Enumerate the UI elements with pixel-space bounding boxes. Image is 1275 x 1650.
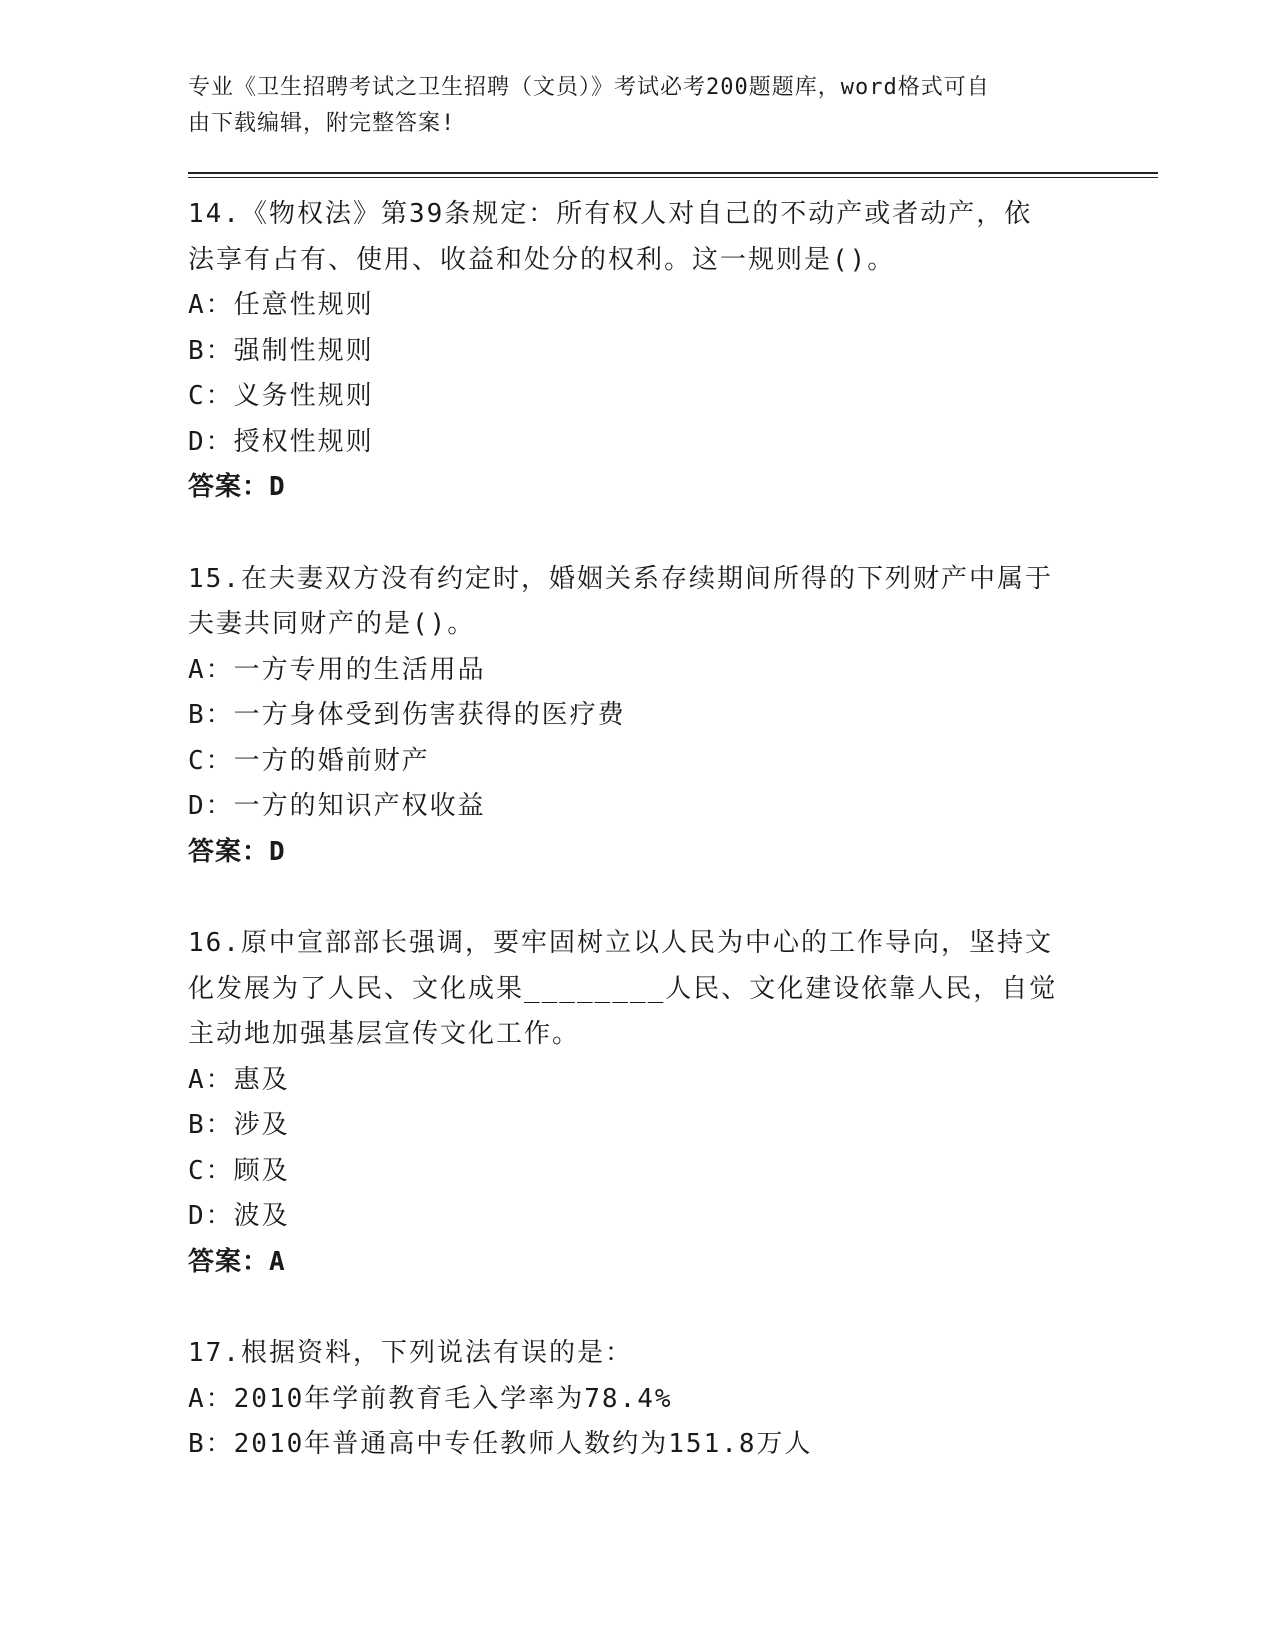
document-page [188,70,1158,1468]
question-text-line: 主动地加强基层宣传文化工作。 [188,1019,581,1049]
question-text-line: 17.根据资料，下列说法有误的是： [188,1338,633,1368]
question-text-line: 化发展为了人民、文化成果________人民、文化建设依靠人民，自觉 [188,973,1058,1004]
answer-line: 答案：D [188,472,286,502]
question-text-line: 15.在夫妻双方没有约定时，婚姻关系存续期间所得的下列财产中属于 [188,563,1053,594]
header-line-1: 专业《卫生招聘考试之卫生招聘（文员）》考试必考200题题库，word格式可自 [188,75,990,100]
option-a: A：任意性规则 [188,290,374,320]
option-d: D：波及 [188,1201,290,1231]
question-17 [188,1331,1158,1468]
header-line-2: 由下载编辑，附完整答案! [188,111,456,136]
question-text-line: 14.《物权法》第39条规定：所有权人对自己的不动产或者动产，依 [188,199,1033,229]
option-b: B：涉及 [188,1110,290,1140]
question-16 [188,921,1158,1285]
option-c: C：义务性规则 [188,381,374,411]
answer-line: 答案：A [188,1246,286,1277]
answer-line: 答案：D [188,836,286,867]
option-b: B：强制性规则 [188,335,374,366]
option-a: A：2010年学前教育毛入学率为78.4% [188,1383,673,1414]
option-a: A：惠及 [188,1064,290,1095]
question-14 [188,192,1158,511]
question-15 [188,557,1158,876]
question-text-line: 16.原中宣部部长强调，要牢固树立以人民为中心的工作导向，坚持文 [188,928,1053,958]
option-d: D：授权性规则 [188,426,374,457]
option-a: A：一方专用的生活用品 [188,654,486,685]
option-b: B：一方身体受到伤害获得的医疗费 [188,700,626,730]
question-text-line: 法享有占有、使用、收益和处分的权利。这一规则是()。 [188,244,896,275]
question-text-line: 夫妻共同财产的是()。 [188,609,476,639]
option-d: D：一方的知识产权收益 [188,791,486,821]
option-b: B：2010年普通高中专任教师人数约为151.8万人 [188,1429,813,1459]
option-c: C：一方的婚前财产 [188,745,430,776]
option-c: C：顾及 [188,1155,290,1186]
